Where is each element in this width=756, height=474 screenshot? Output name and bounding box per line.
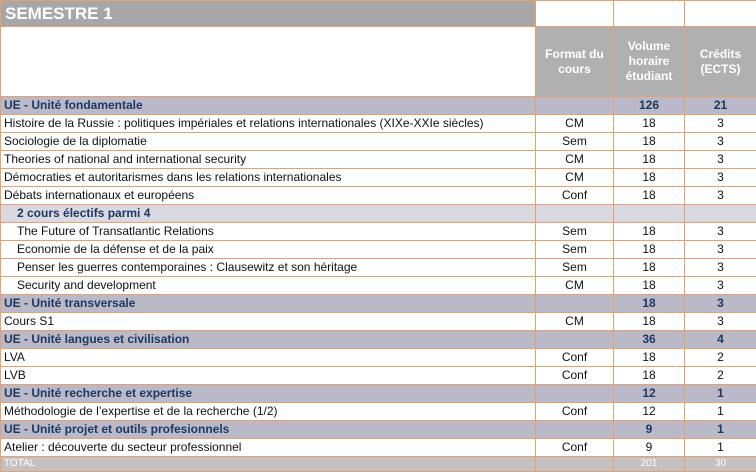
header-row (1, 27, 756, 97)
row-format (536, 331, 614, 349)
row-format: Sem (536, 133, 614, 151)
elective-course-row (1, 241, 756, 259)
title-row (1, 1, 756, 27)
row-label: 2 cours électifs parmi 4 (1, 205, 536, 223)
ue-row (1, 421, 756, 439)
row-format (536, 97, 614, 115)
row-credits: 3 (685, 115, 756, 133)
row-volume: 18 (614, 259, 685, 277)
row-volume: 18 (614, 169, 685, 187)
course-row (1, 133, 756, 151)
row-label: Security and development (1, 277, 536, 295)
row-credits: 3 (685, 313, 756, 331)
row-label: Theories of national and international security (1, 151, 536, 169)
row-credits: 3 (685, 241, 756, 259)
row-volume: 126 (614, 97, 685, 115)
row-label: UE - Unité fondamentale (1, 97, 536, 115)
row-label: UE - Unité transversale (1, 295, 536, 313)
ue-row (1, 295, 756, 313)
row-credits: 3 (685, 187, 756, 205)
elective-row (1, 205, 756, 223)
row-label: UE - Unité recherche et expertise (1, 385, 536, 403)
course-row (1, 187, 756, 205)
row-format: Sem (536, 259, 614, 277)
row-volume: 12 (614, 403, 685, 421)
title-empty-cell (536, 1, 614, 27)
row-format (536, 385, 614, 403)
row-volume: 18 (614, 295, 685, 313)
row-credits: 3 (685, 259, 756, 277)
row-format: Conf (536, 439, 614, 457)
ue-row (1, 331, 756, 349)
row-label: LVB (1, 367, 536, 385)
header-format: Format du cours (536, 27, 614, 97)
row-label: Débats internationaux et européens (1, 187, 536, 205)
row-format: CM (536, 169, 614, 187)
course-row (1, 367, 756, 385)
title-empty-cell (685, 1, 756, 27)
row-volume: 9 (614, 439, 685, 457)
row-format: Conf (536, 403, 614, 421)
row-label: Démocraties et autoritarismes dans les relations internationales (1, 169, 536, 187)
row-volume: 12 (614, 385, 685, 403)
row-label: Economie de la défense et de la paix (1, 241, 536, 259)
row-format (536, 457, 614, 472)
row-credits: 3 (685, 169, 756, 187)
row-volume: 18 (614, 187, 685, 205)
row-label: The Future of Transatlantic Relations (1, 223, 536, 241)
row-credits: 1 (685, 421, 756, 439)
row-credits: 2 (685, 367, 756, 385)
row-label: UE - Unité projet et outils profesionnels (1, 421, 536, 439)
row-format: Conf (536, 367, 614, 385)
row-credits: 1 (685, 385, 756, 403)
semester-title: SEMESTRE 1 (1, 1, 536, 27)
row-credits: 3 (685, 277, 756, 295)
row-volume: 18 (614, 349, 685, 367)
row-credits: 1 (685, 439, 756, 457)
row-format: Sem (536, 223, 614, 241)
row-volume: 18 (614, 115, 685, 133)
row-credits: 2 (685, 349, 756, 367)
row-format (536, 421, 614, 439)
row-credits (685, 205, 756, 223)
row-credits: 3 (685, 151, 756, 169)
title-empty-cell (614, 1, 685, 27)
course-row (1, 169, 756, 187)
course-row (1, 151, 756, 169)
course-row (1, 115, 756, 133)
row-volume: 18 (614, 277, 685, 295)
row-label: Histoire de la Russie : politiques impériales et relations internationales (XIXe-XXIe siècles) (1, 115, 536, 133)
course-row (1, 403, 756, 421)
elective-course-row (1, 277, 756, 295)
elective-course-row (1, 223, 756, 241)
row-credits: 1 (685, 403, 756, 421)
row-credits: 30 (685, 457, 756, 472)
course-row (1, 439, 756, 457)
row-label: LVA (1, 349, 536, 367)
row-credits: 3 (685, 133, 756, 151)
row-format: CM (536, 151, 614, 169)
row-label: TOTAL (1, 457, 536, 472)
row-volume: 18 (614, 223, 685, 241)
row-credits: 3 (685, 223, 756, 241)
row-label: Cours S1 (1, 313, 536, 331)
row-volume: 18 (614, 241, 685, 259)
row-format: Conf (536, 187, 614, 205)
row-credits: 4 (685, 331, 756, 349)
header-volume: Volume horaire étudiant (614, 27, 685, 97)
row-volume: 18 (614, 367, 685, 385)
row-volume: 18 (614, 133, 685, 151)
row-format: CM (536, 313, 614, 331)
row-format (536, 295, 614, 313)
row-format: Conf (536, 349, 614, 367)
row-label: UE - Unité langues et civilisation (1, 331, 536, 349)
ue-row (1, 385, 756, 403)
header-credits: Crédits (ECTS) (685, 27, 756, 97)
row-format: Sem (536, 241, 614, 259)
course-row (1, 313, 756, 331)
row-volume: 18 (614, 151, 685, 169)
ue-row (1, 97, 756, 115)
row-format (536, 205, 614, 223)
row-label: Penser les guerres contemporaines : Clausewitz et son héritage (1, 259, 536, 277)
row-credits: 3 (685, 295, 756, 313)
row-volume: 9 (614, 421, 685, 439)
row-volume: 201 (614, 457, 685, 472)
row-volume: 36 (614, 331, 685, 349)
course-row (1, 349, 756, 367)
row-volume: 18 (614, 313, 685, 331)
row-label: Sociologie de la diplomatie (1, 133, 536, 151)
row-format: CM (536, 277, 614, 295)
row-volume (614, 205, 685, 223)
elective-course-row (1, 259, 756, 277)
row-label: Atelier : découverte du secteur professionnel (1, 439, 536, 457)
row-format: CM (536, 115, 614, 133)
total-row (1, 457, 756, 472)
row-label: Méthodologie de l’expertise et de la recherche (1/2) (1, 403, 536, 421)
row-credits: 21 (685, 97, 756, 115)
header-empty-cell (1, 27, 536, 97)
